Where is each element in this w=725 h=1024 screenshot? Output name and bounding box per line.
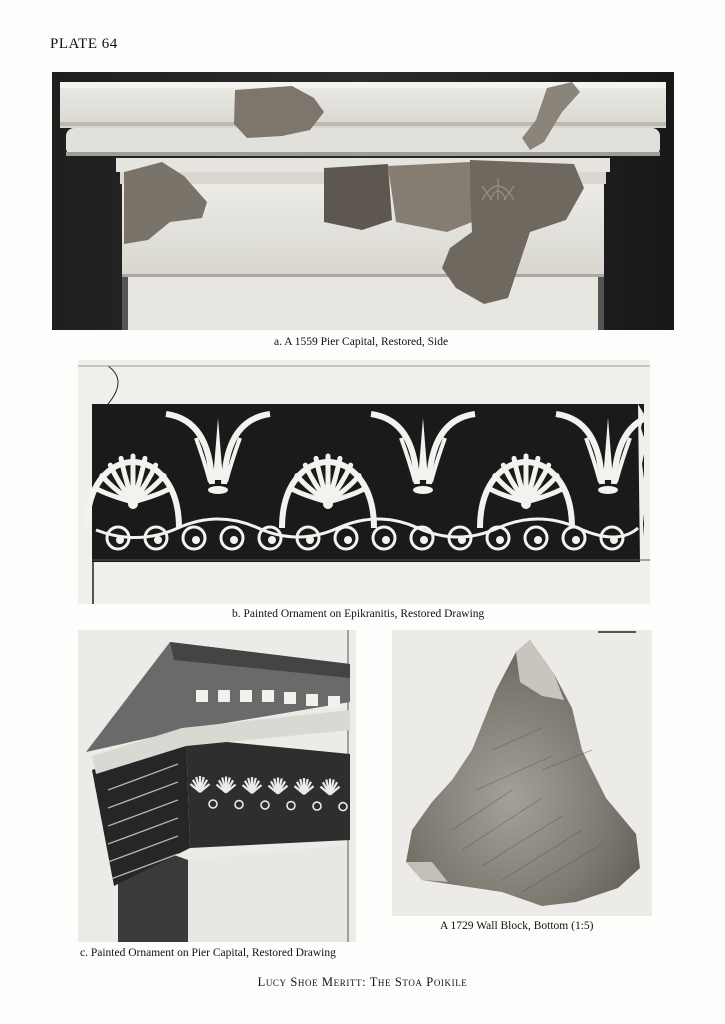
figure-b-caption: b. Painted Ornament on Epikranitis, Restored Drawing — [232, 608, 485, 620]
figure-c-pier-capital-drawing — [78, 630, 356, 942]
figure-a-pier-capital-photo — [52, 72, 674, 330]
figure-d-caption: A 1729 Wall Block, Bottom (1:5) — [440, 920, 594, 932]
figure-a-caption: a. A 1559 Pier Capital, Restored, Side — [274, 336, 449, 348]
figure-c-caption: c. Painted Ornament on Pier Capital, Restored Drawing — [80, 947, 336, 959]
figure-b-epikranitis-drawing — [78, 360, 650, 604]
page-footer: Lucy Shoe Meritt: The Stoa Poikile — [257, 975, 468, 989]
plate-label: PLATE 64 — [50, 36, 118, 52]
figure-d-wall-block-photo — [392, 630, 652, 916]
